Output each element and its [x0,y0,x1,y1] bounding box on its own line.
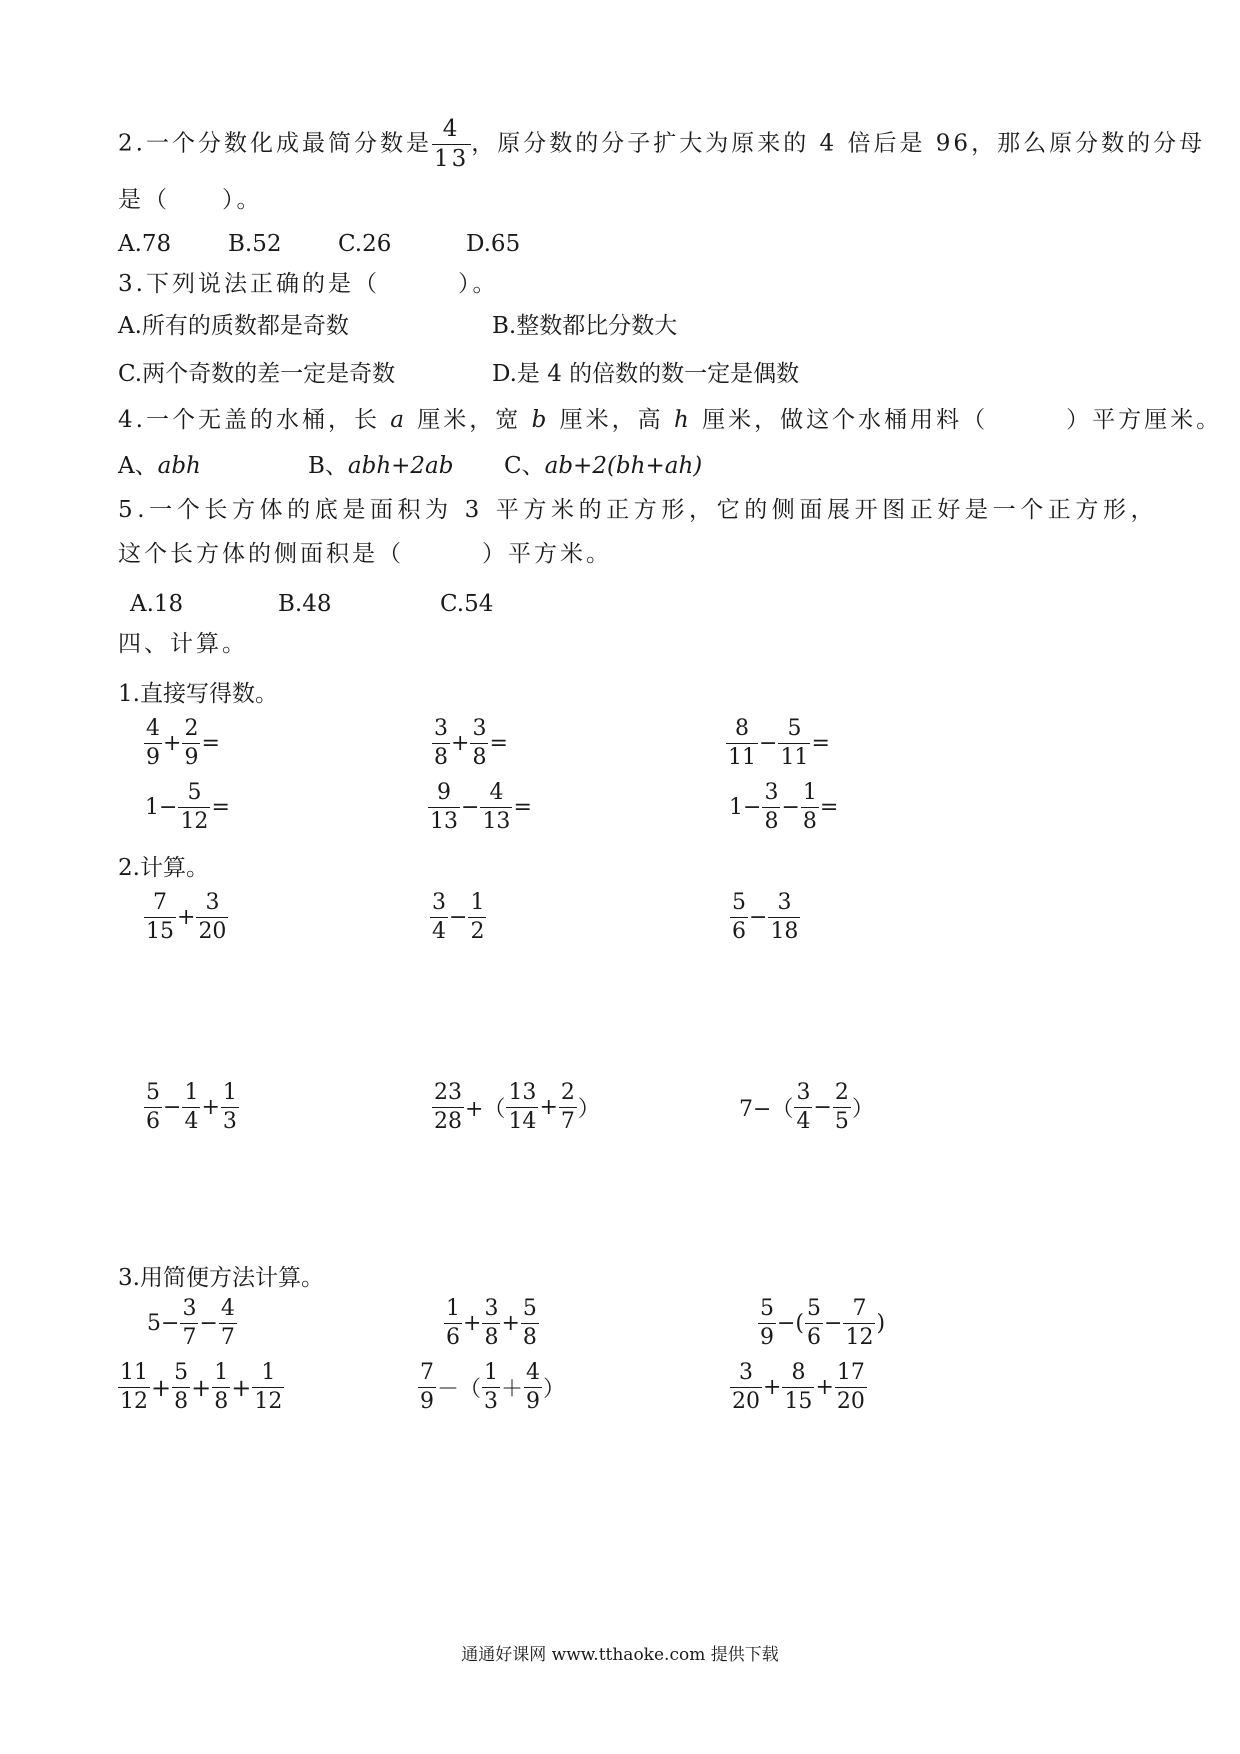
p1-expr-5: $\frac{9}{13}$ − $\frac{4}{13}$ = [430,780,532,834]
part1-title: 1.直接写得数。 [118,681,278,707]
q4-stem: 4.一个无盖的水桶，长 a 厘米，宽 b 厘米，高 h 厘米，做这个水桶用料（ ）平方厘米。 [118,407,1223,433]
p1-expr-1: $\frac{4}{9}$ + $\frac{2}{9}$ = [146,716,220,770]
q3-stem: 3.下列说法正确的是（ ）。 [118,271,499,297]
q2-line2: 是（ ）。 [118,187,263,213]
p1-expr-4: 1− $\frac{5}{12}$ = [145,780,230,834]
p3-expr-3: $\frac{5}{9}$ −( $\frac{5}{6}$ − $\frac{7}{12}$ ) [760,1296,886,1350]
q2-option-c: C.26 [338,231,392,257]
p3-expr-5: $\frac{7}{9}$ －（ $\frac{1}{3}$ ＋ $\frac{4}{9}$ ） [420,1360,566,1414]
q5-line2: 这个长方体的侧面积是（ ）平方米。 [118,541,612,567]
p3-expr-4: $\frac{11}{12}$ + $\frac{5}{8}$ + $\frac{1}{8}$ + $\frac{1}{12}$ [120,1360,283,1414]
q3-option-a: A.所有的质数都是奇数 [118,313,349,339]
p2-expr-3: $\frac{5}{6}$ − $\frac{3}{18}$ [732,890,799,944]
q2-option-a: A.78 [118,231,172,257]
p2-expr-5: $\frac{23}{28}$ +（ $\frac{13}{14}$ + $\frac{2}{7}$ ） [434,1080,600,1134]
q3-option-d: D.是 4 的倍数的数一定是偶数 [492,361,800,387]
p3-expr-2: $\frac{1}{6}$ + $\frac{3}{8}$ + $\frac{5}{8}$ [446,1296,537,1350]
q5-option-a: A.18 [130,591,184,617]
p3-expr-1: 5− $\frac{3}{7}$ − $\frac{4}{7}$ [147,1296,235,1350]
p3-expr-6: $\frac{3}{20}$ + $\frac{8}{15}$ + $\frac{17}{20}$ [732,1360,865,1414]
q5-option-b: B.48 [278,591,332,617]
q2-text-b: ，原分数的分子扩大为原来的 4 倍后是 96，那么原分数的分母 [471,130,1206,157]
p1-expr-2: $\frac{3}{8}$ + $\frac{3}{8}$ = [434,716,508,770]
p2-expr-1: $\frac{7}{15}$ + $\frac{3}{20}$ [146,890,227,944]
q5-line1: 5.一个长方体的底是面积为 3 平方米的正方形，它的侧面展开图正好是一个正方形， [118,497,1159,523]
p2-expr-2: $\frac{3}{4}$ − $\frac{1}{2}$ [432,890,485,944]
q4-option-c: C、ab+2(bh+ah) [504,453,703,479]
q4-option-b: B、abh+2ab [308,453,454,479]
q3-option-c: C.两个奇数的差一定是奇数 [118,361,396,387]
q2-fraction: $\frac{4}{13}$ [433,116,470,172]
p1-expr-6: 1− $\frac{3}{8}$ − $\frac{1}{8}$ = [729,780,839,834]
part2-title: 2.计算。 [118,855,209,881]
q5-option-c: C.54 [440,591,494,617]
p2-expr-4: $\frac{5}{6}$ − $\frac{1}{4}$ + $\frac{1}{3}$ [146,1080,237,1134]
q4-option-a: A、abh [118,453,201,479]
p2-expr-6: 7−（ $\frac{3}{4}$ − $\frac{2}{5}$ ） [739,1080,874,1134]
q3-option-b: B.整数都比分数大 [492,313,678,339]
p1-expr-3: $\frac{8}{11}$ − $\frac{5}{11}$ = [728,716,830,770]
section-title: 四、计算。 [118,631,248,657]
q2-option-d: D.65 [466,231,521,257]
part3-title: 3.用简便方法计算。 [118,1265,324,1291]
q2-text-a: 2.一个分数化成最简分数是 [118,130,432,157]
q2-option-b: B.52 [228,231,282,257]
q2-line1 [118,118,1205,171]
footer-credit: 通通好课网 www.tthaoke.com 提供下载 [461,1645,779,1665]
